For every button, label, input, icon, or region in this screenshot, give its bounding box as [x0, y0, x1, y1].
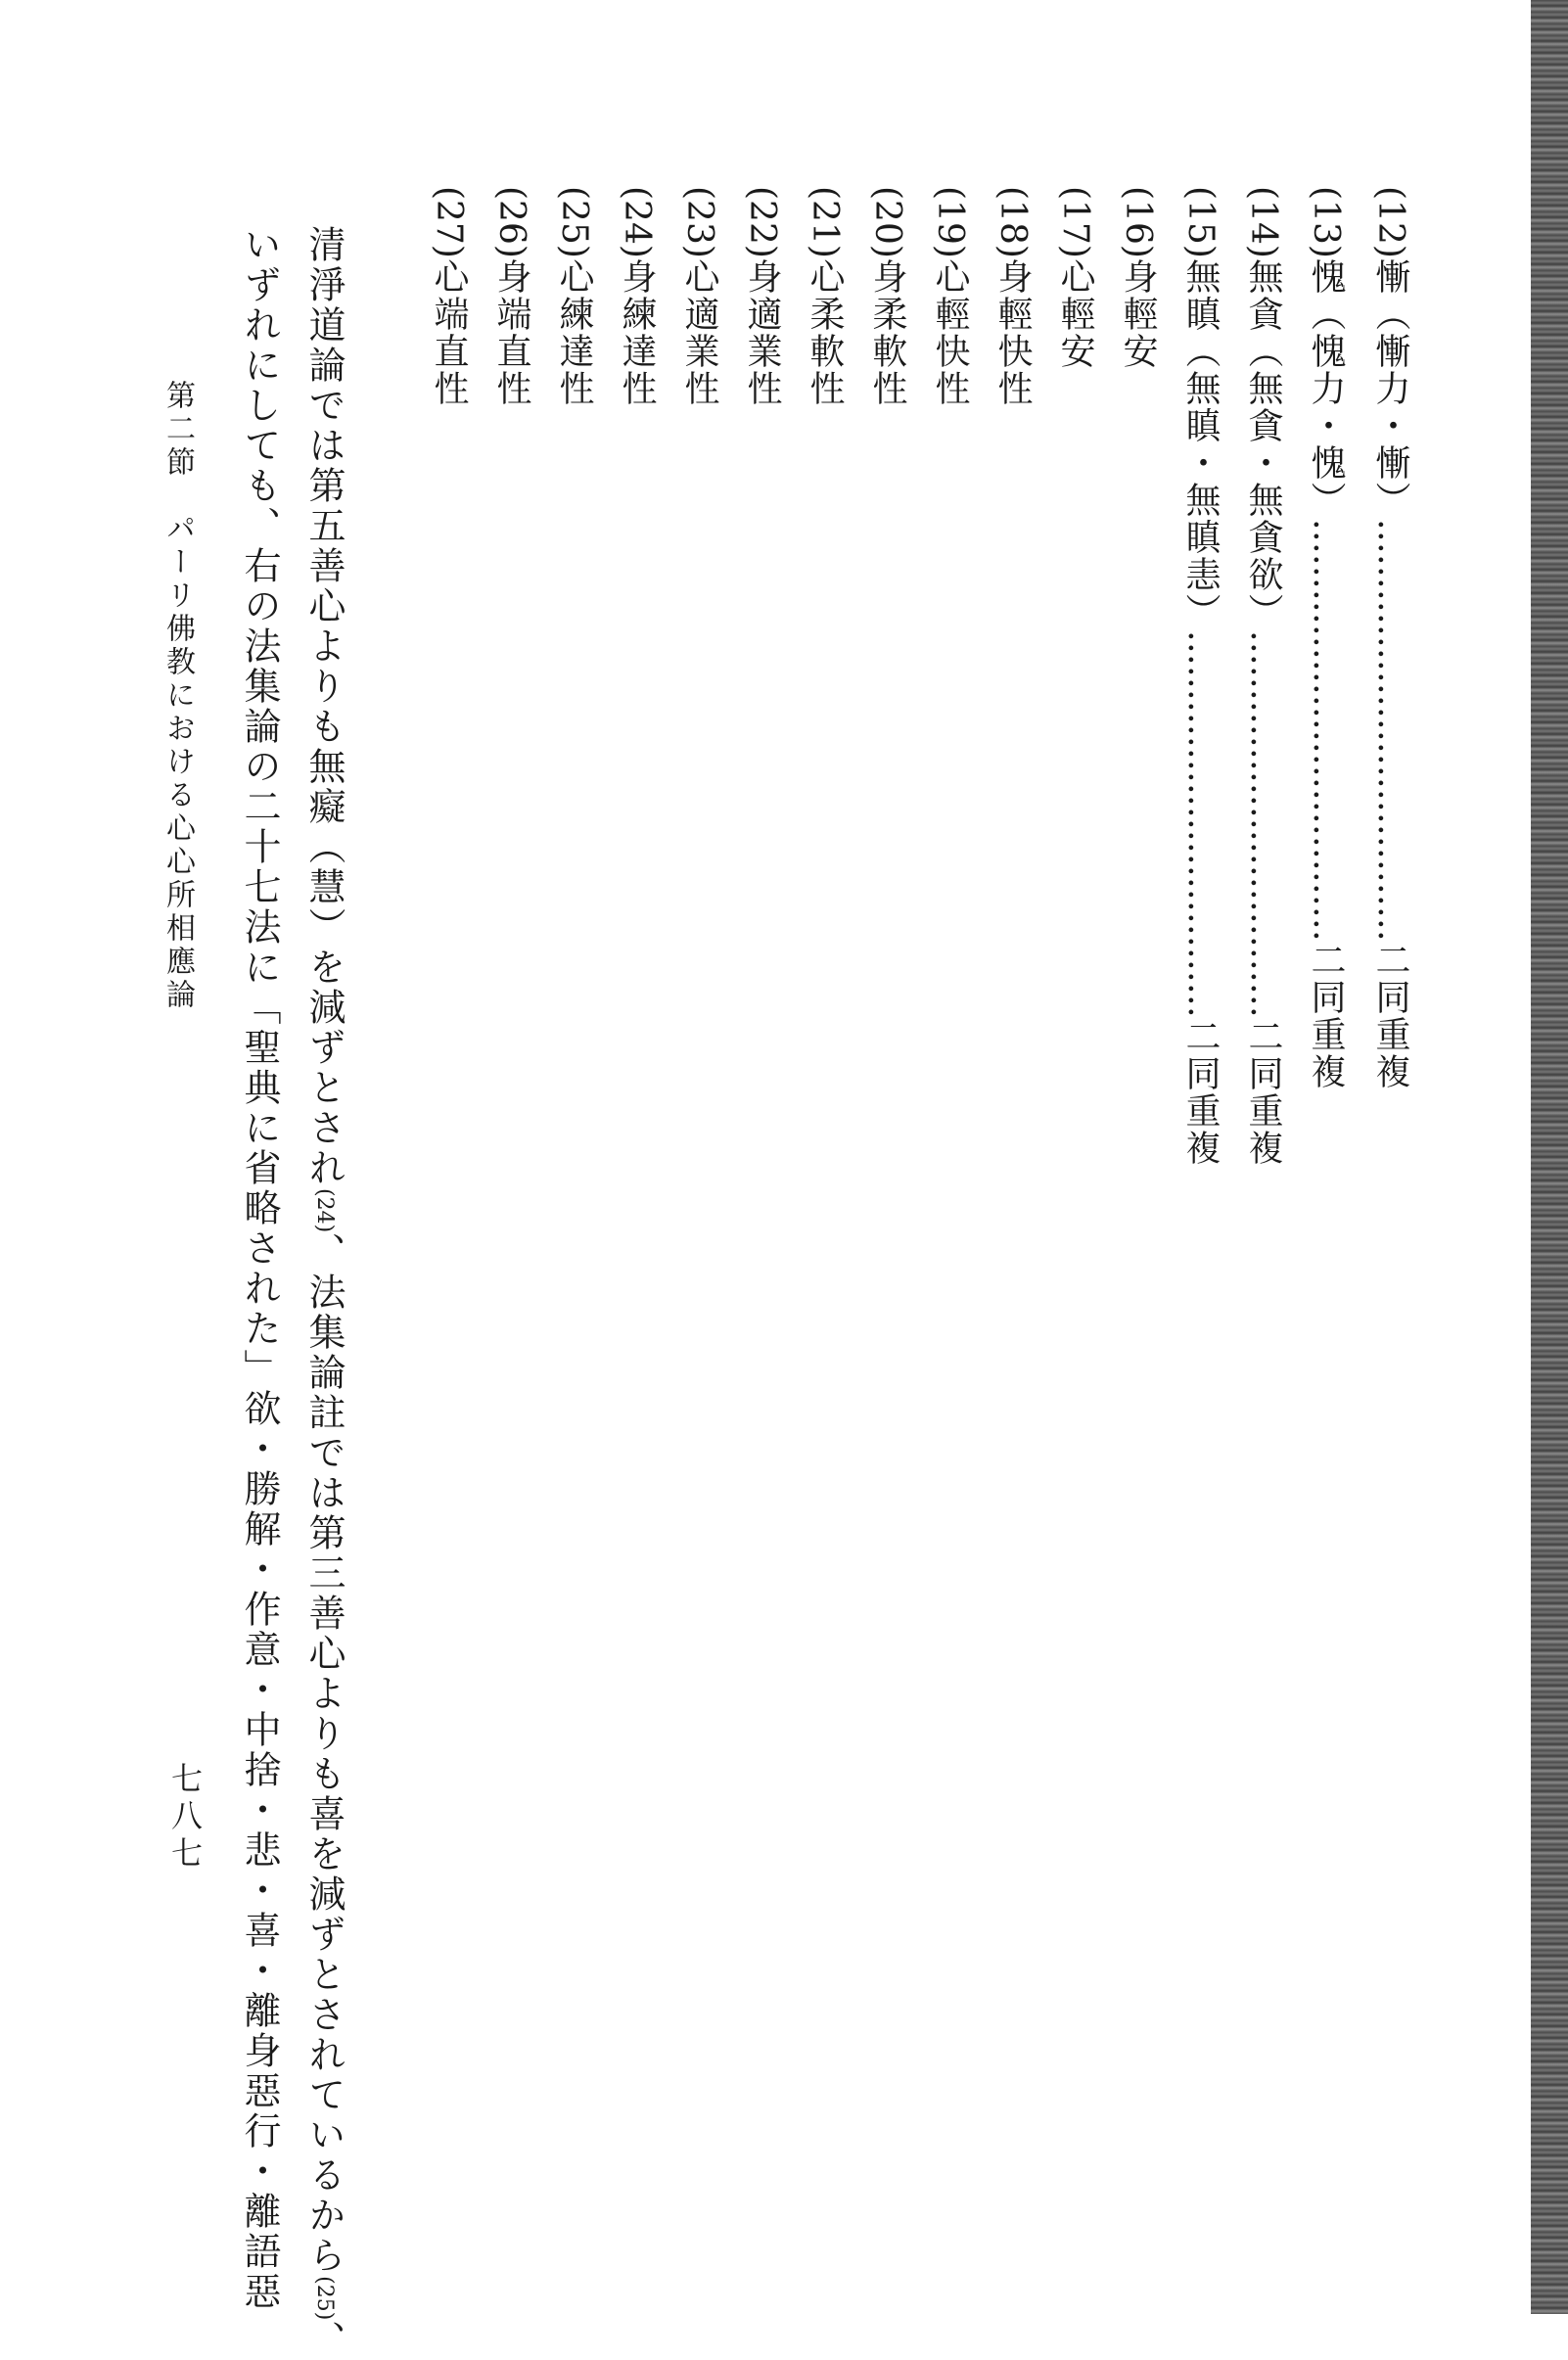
- item-term: 心柔軟性: [805, 257, 845, 407]
- footnote-ref-25: (25): [312, 2276, 337, 2321]
- list-item-26: [493, 186, 529, 407]
- item-term: 身適業性: [742, 257, 782, 407]
- item-term: 心端直性: [429, 257, 469, 407]
- item-number: (23): [679, 186, 719, 258]
- item-term: 無瞋（無瞋・無瞋恚）: [1180, 257, 1221, 630]
- footnote-ref-24: (24): [312, 1188, 337, 1233]
- item-number: (17): [1055, 186, 1095, 258]
- paragraph-line-2: [238, 225, 281, 2312]
- item-note: 二同重複: [1180, 1017, 1221, 1167]
- item-number: (25): [554, 186, 594, 258]
- item-number: (13): [1306, 186, 1346, 258]
- list-item-19: [930, 186, 970, 407]
- item-number: (16): [1118, 186, 1158, 258]
- list-item-13: [1306, 186, 1346, 1090]
- paragraph-text: いずれにしても、右の法集論の二十七法に「聖典に省略された」欲・勝解・作意・中捨・悲・喜・離身惡行・離語惡: [238, 225, 281, 2312]
- item-term: 心輕快性: [930, 257, 970, 407]
- item-term: 慚（慚力・慚）: [1370, 257, 1410, 519]
- item-number: (27): [429, 186, 469, 258]
- list-item-16: [1118, 186, 1158, 370]
- paragraph-text: 、: [302, 2320, 346, 2360]
- item-term: 身輕快性: [992, 257, 1033, 407]
- item-number: (19): [930, 186, 970, 258]
- item-term: 無貪（無貪・無貪欲）: [1243, 257, 1283, 630]
- item-term: 身端直性: [491, 257, 531, 407]
- item-number: (24): [617, 186, 657, 258]
- list-item-18: [992, 186, 1033, 407]
- list-item-27: [429, 186, 469, 407]
- list-item-15: [1180, 186, 1221, 1167]
- list-item-23: [679, 186, 719, 407]
- dot-leader: ………………………………: [1370, 518, 1410, 942]
- dot-leader: ………………………………: [1306, 518, 1346, 942]
- running-header: 第二節 パーリ佛教における心心所相應論: [161, 380, 195, 1012]
- list-item-25: [554, 186, 594, 407]
- item-number: (26): [491, 186, 531, 258]
- paragraph-line-1: [302, 225, 346, 2360]
- item-term: 心練達性: [554, 257, 594, 407]
- list-item-24: [617, 186, 657, 407]
- item-number: (15): [1180, 186, 1221, 258]
- item-number: (18): [992, 186, 1033, 258]
- item-number: (20): [867, 186, 907, 258]
- paragraph-text: 清淨道論では第五善心よりも無癡（慧）を減ずとされ: [302, 225, 346, 1188]
- list-item-17: [1055, 186, 1095, 370]
- item-term: 心適業性: [679, 257, 719, 407]
- item-term: 心輕安: [1055, 257, 1095, 370]
- list-item-20: [867, 186, 907, 407]
- paragraph-text: 、法集論註では第三善心よりも喜を減ずとされているから: [302, 1232, 346, 2277]
- item-note: 二同重複: [1243, 1017, 1283, 1167]
- item-number: (22): [742, 186, 782, 258]
- item-number: (12): [1370, 186, 1410, 258]
- list-item-21: [805, 186, 845, 407]
- dot-leader: ……………………………: [1180, 629, 1221, 1018]
- list-item-14: [1243, 186, 1283, 1167]
- item-note: 二同重複: [1306, 941, 1346, 1090]
- item-term: 身練達性: [617, 257, 657, 407]
- item-number: (14): [1243, 186, 1283, 258]
- list-item-12: [1370, 186, 1410, 1090]
- page-number: 七八七: [166, 1762, 204, 1874]
- list-item-22: [742, 186, 782, 407]
- item-term: 愧（愧力・愧）: [1306, 257, 1346, 519]
- item-number: (21): [805, 186, 845, 258]
- item-term: 身柔軟性: [867, 257, 907, 407]
- page-edge-shadow: [1531, 0, 1568, 2314]
- item-note: 二同重複: [1370, 941, 1410, 1090]
- item-term: 身輕安: [1118, 257, 1158, 370]
- dot-leader: ……………………………: [1243, 629, 1283, 1018]
